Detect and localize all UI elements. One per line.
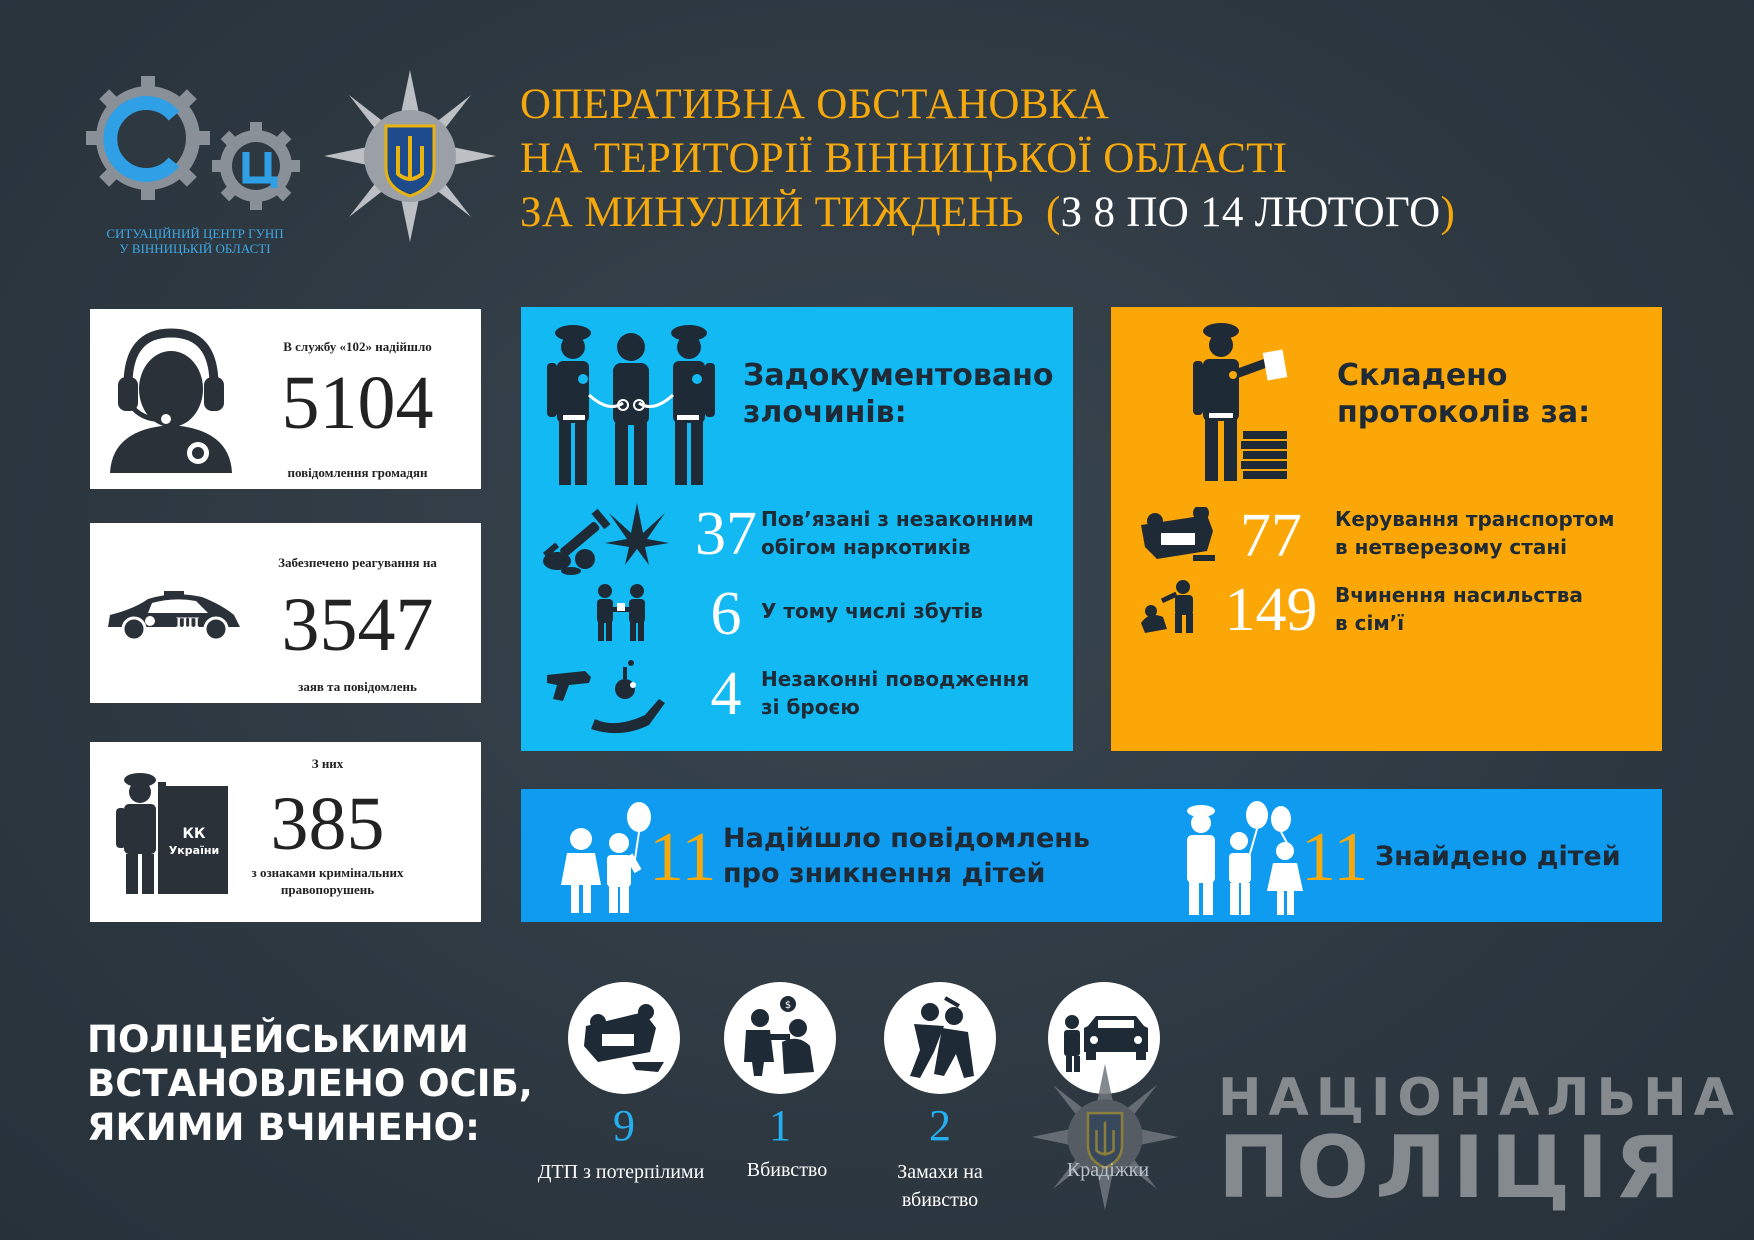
children-bar xyxy=(521,789,1662,922)
response-value: 3547 xyxy=(281,583,434,667)
crimes-panel xyxy=(521,307,1073,751)
attempted-murder-value: 2 xyxy=(929,1101,951,1150)
murder-label: Вбивство xyxy=(746,1159,828,1181)
protocols-drunk-text xyxy=(1335,505,1615,561)
response-top-text: Забезпечено реагування на xyxy=(278,555,437,570)
protocols-title-line1: Складено xyxy=(1337,358,1508,393)
logo-caption xyxy=(80,226,310,256)
car-label: ПП xyxy=(176,615,200,631)
criminal-bottom-text xyxy=(220,864,435,898)
protocols-drunk-value: 77 xyxy=(1240,502,1302,570)
criminal-card xyxy=(90,742,481,922)
missing-children-value: 11 xyxy=(649,819,717,896)
police-star-icon xyxy=(322,68,498,244)
attempted-murder-label-line2: вбивство xyxy=(901,1189,979,1211)
murder-circle xyxy=(724,982,836,1094)
title-line2: НА ТЕРИТОРІЇ ВІННИЦЬКОЇ ОБЛАСТІ xyxy=(520,135,1288,182)
crimes-weapon-line1: Незаконні поводження xyxy=(761,667,1030,691)
police-star-watermark xyxy=(1030,1062,1180,1212)
weapon-icon xyxy=(545,659,665,735)
theft-label: Крадіжки xyxy=(1066,1159,1150,1181)
domestic-violence-icon xyxy=(1139,579,1203,635)
crimes-dealing-value: 6 xyxy=(710,580,742,648)
drug-dealing-icon xyxy=(591,583,651,643)
officer-book-icon xyxy=(106,768,236,898)
officer-protocol-icon xyxy=(1181,321,1291,483)
missing-children-line2: про зникнення дітей xyxy=(723,858,1046,889)
found-children-value: 11 xyxy=(1301,819,1369,896)
open-paren: ( xyxy=(1046,189,1061,236)
murder-icon xyxy=(724,982,836,1094)
crimes-dealing-text: У тому числі збутів xyxy=(761,599,983,623)
operator-headset-icon xyxy=(106,325,236,475)
protocols-violence-value: 149 xyxy=(1224,576,1318,644)
protocols-violence-line1: Вчинення насильства xyxy=(1335,583,1583,607)
police-car-icon xyxy=(104,587,244,647)
police-arrest-icon xyxy=(543,323,719,487)
book-label-line1: КК xyxy=(182,826,206,842)
crimes-weapon-line2: зі броєю xyxy=(761,695,860,719)
missing-children-line1: Надійшло повідомлень xyxy=(723,823,1090,854)
crimes-title-line1: Задокументовано xyxy=(743,358,1054,393)
dollar-mark: $ xyxy=(784,1000,792,1011)
crimes-title xyxy=(743,357,1053,431)
police-star-emblem xyxy=(322,68,498,244)
title-line1: ОПЕРАТИВНА ОБСТАНОВКА xyxy=(520,81,1110,128)
police-star-watermark-icon xyxy=(1030,1062,1180,1212)
criminal-bottom-line1: з ознаками кримінальних xyxy=(251,865,404,880)
title-line3-text: ЗА МИНУЛИЙ ТИЖДЕНЬ xyxy=(520,189,1024,236)
overturned-car-icon xyxy=(1137,507,1217,567)
crimes-drugs-line1: Пов’язані з незаконним xyxy=(761,507,1034,531)
crimes-drugs-line2: обігом наркотиків xyxy=(761,535,971,559)
attempted-murder-circle xyxy=(884,982,996,1094)
officer-children-icon xyxy=(1179,797,1313,917)
traffic-accident-value: 9 xyxy=(613,1101,635,1150)
protocols-panel xyxy=(1111,307,1662,751)
criminal-bottom-line2: правопорушень xyxy=(280,882,375,897)
established-heading xyxy=(87,1018,533,1150)
calls-value: 5104 xyxy=(281,361,434,445)
protocols-title-line2: протоколів за: xyxy=(1337,395,1591,430)
crimes-drugs-text xyxy=(761,505,1034,561)
established-line1: ПОЛІЦЕЙСЬКИМИ xyxy=(87,1018,469,1061)
page-title xyxy=(520,78,1455,240)
crimes-weapon-text xyxy=(761,665,1029,721)
logo-caption-line1: СИТУАЦІЙНИЙ ЦЕНТР ГУНП xyxy=(106,226,284,241)
calls-card xyxy=(90,309,481,489)
protocols-drunk-line1: Керування транспортом xyxy=(1335,507,1615,531)
protocols-drunk-line2: в нетверезому стані xyxy=(1335,535,1568,559)
crimes-drugs-value: 37 xyxy=(695,500,757,568)
logo-caption-line2: У ВІННИЦЬКІЙ ОБЛАСТІ xyxy=(119,241,271,256)
crimes-weapon-value: 4 xyxy=(710,660,742,728)
gear-icon xyxy=(86,76,306,226)
missing-children-text xyxy=(723,821,1090,891)
murder-value: 1 xyxy=(769,1101,791,1150)
established-line3: ЯКИМИ ВЧИНЕНО: xyxy=(87,1106,480,1149)
traffic-accident-circle xyxy=(568,982,680,1094)
response-card xyxy=(90,523,481,703)
protocols-violence-line2: в сім’ї xyxy=(1335,611,1405,635)
situation-center-logo xyxy=(86,76,306,226)
close-paren: ) xyxy=(1440,189,1456,236)
attempted-murder-icon xyxy=(884,982,996,1094)
title-dates: З 8 ПО 14 ЛЮТОГО xyxy=(1060,189,1441,236)
book-label-line2: України xyxy=(168,844,220,857)
calls-top-text: В службу «102» надійшло xyxy=(283,339,432,354)
brand-line2: ПОЛІЦІЯ xyxy=(1218,1118,1687,1218)
criminal-top-text: З них xyxy=(311,756,344,771)
established-line2: ВСТАНОВЛЕНО ОСІБ, xyxy=(87,1062,533,1105)
protocols-title xyxy=(1337,357,1590,431)
car-crash-icon xyxy=(568,982,680,1094)
drugs-icon xyxy=(541,495,671,575)
title-line3 xyxy=(520,186,1455,240)
response-bottom-text: заяв та повідомлень xyxy=(298,679,417,694)
found-children-text: Знайдено дітей xyxy=(1375,841,1621,872)
traffic-accident-label: ДТП з потерпілими xyxy=(537,1161,705,1183)
attempted-murder-label-line1: Замахи на xyxy=(897,1161,983,1183)
protocols-violence-text xyxy=(1335,581,1583,637)
calls-bottom-text: повідомлення громадян xyxy=(287,465,428,480)
brand-line1: НАЦІОНАЛЬНА xyxy=(1218,1068,1741,1128)
crimes-title-line2: злочинів: xyxy=(743,395,907,430)
children-balloon-icon xyxy=(557,799,657,915)
criminal-value: 385 xyxy=(270,782,385,866)
